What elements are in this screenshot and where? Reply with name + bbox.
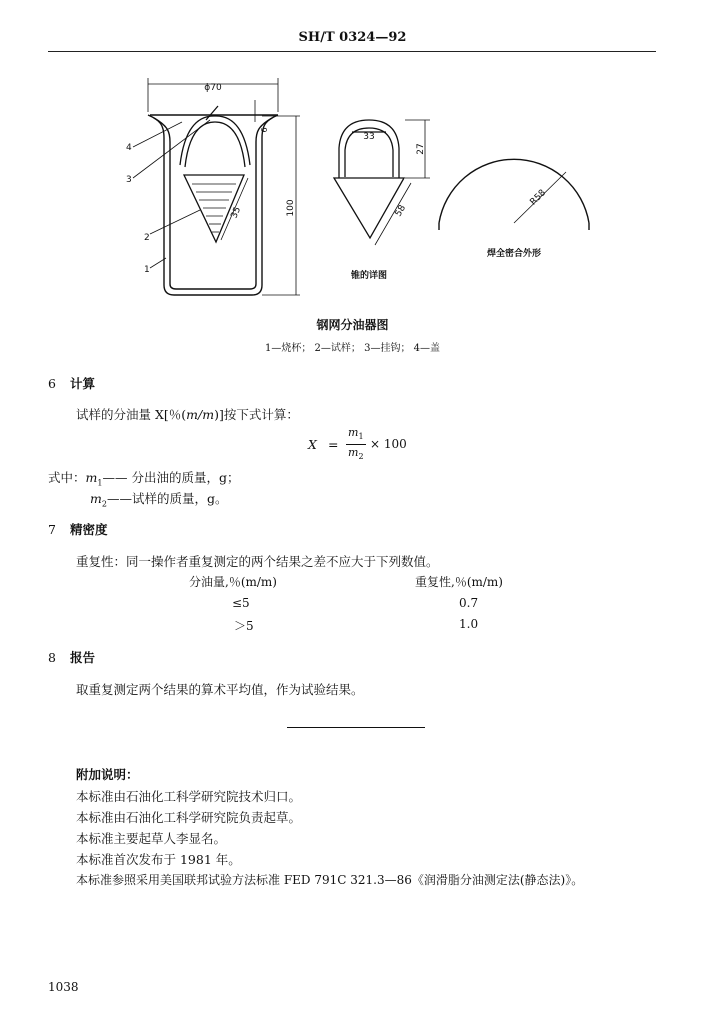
note-line: 本标准参照采用美国联邦试验方法标准 FED 791C 321.3—86《润滑脂分油测定法(静态法)》。	[76, 873, 584, 887]
detail-caption: 锥的详图	[350, 271, 388, 281]
notes-title: 附加说明：	[76, 767, 139, 782]
def1-symbol: m	[85, 470, 98, 485]
formula	[308, 426, 428, 466]
denominator-sub: 2	[358, 452, 364, 462]
standard-code: SH/T 0324—92	[298, 30, 407, 45]
formula-equals: =	[328, 437, 339, 452]
calc-intro-text: 试样的分油量 X[％(	[76, 407, 187, 422]
table-row-1-oil: ≤5	[232, 596, 250, 610]
section-8-number: 8	[48, 650, 56, 665]
note-line: 本标准由石油化工科学研究院技术归口。	[76, 789, 302, 804]
section-6-title: 计算	[70, 376, 96, 391]
table-header-oil: 分油量,％(m/m)	[189, 575, 277, 589]
section-6-number: 6	[48, 376, 56, 391]
formula-denominator	[348, 446, 364, 461]
header-rule	[48, 51, 656, 52]
calc-intro	[76, 405, 299, 423]
section-7-heading	[48, 520, 108, 538]
oil-separator-figure	[0, 60, 705, 360]
part1-label: 1	[144, 265, 150, 275]
page-number: 1038	[48, 980, 79, 994]
report-text: 取重复测定两个结果的算术平均值，作为试验结果。	[76, 682, 364, 697]
dimension-lines	[148, 78, 300, 295]
part4-label: 4	[126, 143, 132, 153]
where-line-1	[48, 468, 239, 488]
hook-width-label: 33	[363, 132, 375, 142]
detail-dimensions	[375, 120, 430, 245]
note-line: 本标准首次发布于 1981 年。	[76, 852, 241, 867]
detail-cone-side-label: 58	[393, 203, 409, 219]
note-line: 本标准主要起草人李显名。	[76, 831, 227, 846]
def1-text: —— 分出油的质量，g；	[102, 470, 240, 485]
section-8-title: 报告	[70, 650, 96, 665]
numerator-sub: 1	[358, 432, 364, 442]
formula-x: X	[308, 437, 317, 452]
beaker-drawing	[148, 115, 278, 295]
calc-intro-tail: )]按下式计算：	[214, 407, 299, 422]
weld-outline-drawing	[439, 159, 589, 230]
numerator-symbol: m	[348, 426, 359, 439]
denominator-symbol: m	[348, 446, 359, 459]
hook-height-label: 27	[416, 143, 426, 155]
sample-hatch	[192, 184, 236, 232]
table-row-2-oil: ＞5	[234, 619, 254, 633]
gap-label: 6	[260, 127, 269, 133]
where-line-2	[90, 489, 227, 509]
section-7-title: 精密度	[70, 522, 108, 537]
end-rule	[287, 727, 425, 728]
section-8-heading	[48, 648, 95, 666]
def1-sub: 1	[97, 478, 103, 488]
part3-label: 3	[126, 175, 132, 185]
def2-symbol: m	[90, 491, 102, 506]
formula-numerator	[348, 426, 364, 441]
where-label: 式中：	[48, 470, 86, 485]
fraction-bar	[346, 444, 366, 445]
leader-lines	[133, 120, 210, 268]
part2-label: 2	[144, 233, 150, 243]
def2-sub: 2	[101, 499, 107, 509]
section-7-number: 7	[48, 522, 56, 537]
diameter-label: ϕ70	[204, 83, 222, 93]
cone-side-label: 35	[229, 205, 244, 221]
note-line: 本标准由石油化工科学研究院负责起草。	[76, 810, 302, 825]
calc-intro-unit: m/m	[186, 407, 215, 422]
weld-caption: 焊全密合外形	[486, 249, 542, 259]
section-6-heading	[48, 374, 95, 392]
table-row-1-repeat: 0.7	[459, 596, 479, 610]
formula-times: × 100	[370, 437, 407, 451]
precision-text: 重复性：同一操作者重复测定的两个结果之差不应大于下列数值。	[76, 554, 439, 569]
radius-label: R58	[528, 187, 549, 208]
height-label: 100	[286, 199, 296, 217]
table-header-repeat: 重复性,％(m/m)	[415, 575, 503, 589]
def2-text: ——试样的质量，g。	[106, 491, 228, 506]
figure-caption: 钢网分油器图	[316, 318, 389, 332]
figure-legend: 1—烧杯； 2—试样； 3—挂钩； 4—盖	[265, 343, 440, 354]
table-row-2-repeat: 1.0	[459, 617, 479, 631]
cone-and-hook-drawing	[180, 106, 250, 242]
